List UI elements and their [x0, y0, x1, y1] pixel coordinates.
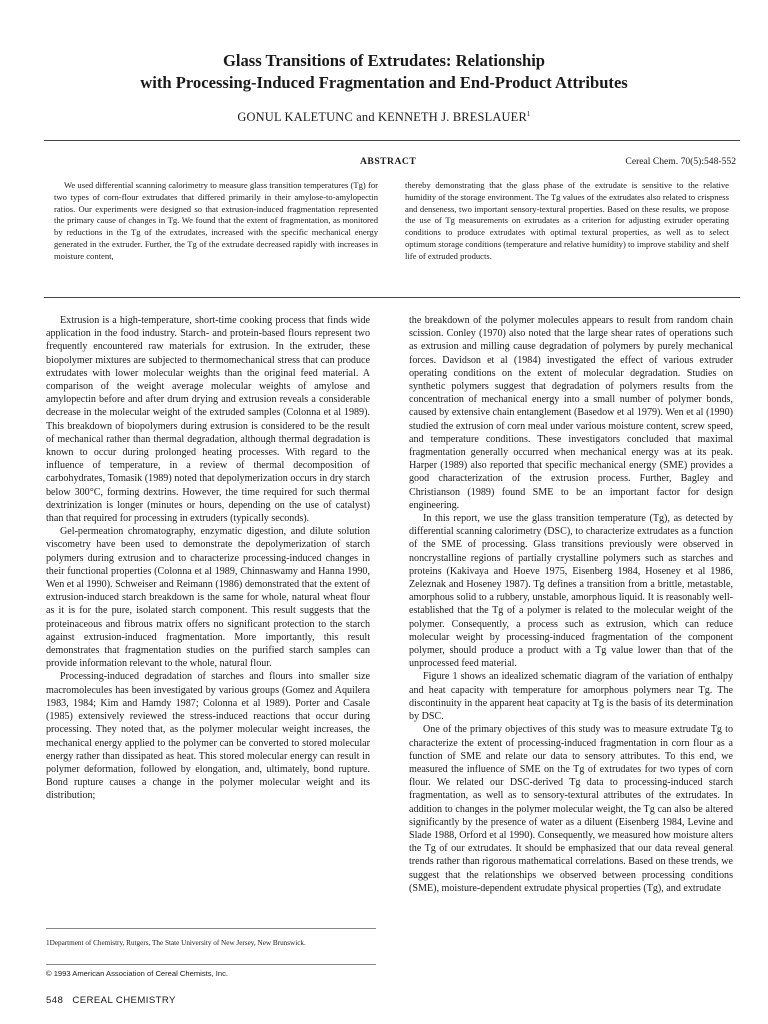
header-rule [44, 140, 740, 141]
abstract-right-column: thereby demonstrating that the glass phase of the extrudate is sensitive to the relative humidity of the storage environment. The Tg values of the extrudates also related to crispness and denseness, two important sensory-textural properties. Based on these results, we propose the use of Tg measurements on extrudates as a criterion for adjusting extruder operating conditions to produce extrudates with optimal textural properties, as well as to select optimum storage conditions (temperature and relative humidity) to improve stability and shelf life of extruded products. [405, 180, 729, 261]
title-line-2: with Processing-Induced Fragmentation and End-Product Attributes [140, 73, 628, 92]
paragraph: the breakdown of the polymer molecules appears to result from random chain scission. Conley (1970) also noted that the large shear rates of operations such as extrusion and milling cause degradation of polymers by purely mechanical forces. Davidson et al (1984) investigated the effect of various extruder operating conditions on the extent of molecular degradation. Studies on synthetic polymers suggest that degradation of polymers results from the concentration of mechanical energy into a small number of polymer bonds, caused by extensive chain entanglement (Basedow et al 1979). Wen et al (1990) studied the extrusion of corn meal under various moisture content, screw speed, and temperature conditions. These investigators concluded that maximal fragmentation generally occurred when mechanical energy was at its peak. Harper (1989) also reported that specific mechanical energy (SME) provides a good characterization of the extrusion process. Further, Bagley and Christianson (1989) found SME to be an important factor for design engineering. [409, 315, 733, 511]
paragraph: Extrusion is a high-temperature, short-time cooking process that finds wide application in the food industry. Starch- and protein-based flours represent two frequently encountered raw materials for extrusion. In the extruder, these biopolymer mixtures are subjected to thermomechanical stress that can produce extrudates with lower molecular weights than the original feed material. A comparison of the weight average molecular weights of amylose and amylopectin before and after drum drying and extrusion reveals a considerable decrease in the molecular weight of the extruded samples (Colonna et al 1989). This breakdown of biopolymers during extrusion is considered to be the result of mechanical rather than thermal degradation, although thermal degradation is known to occur during prolonged heating processes. With regard to the influence of temperature, in a review of thermal decomposition of carbohydrates, Tomasik (1989) noted that depolymerization occurs in dry starch below 300°C, forming dextrins. However, the time required for such thermal dextrinization is longer (minutes or hours, depending on the use of catalyst) than that required for processing in extruders (typically seconds). [46, 315, 370, 525]
abstract-heading: ABSTRACT [360, 156, 417, 167]
paragraph: Figure 1 shows an idealized schematic diagram of the variation of enthalpy and heat capacity with temperature for amorphous polymers near Tg. The discontinuity in the apparent heat capacity at Tg is the basis of its determination by DSC. [409, 671, 733, 723]
title-line-1: Glass Transitions of Extrudates: Relationship [222, 51, 546, 70]
paper-title [60, 50, 708, 94]
body-right-column [409, 314, 733, 895]
paragraph: One of the primary objectives of this study was to measure extrudate Tg to characterize the extent of processing-induced fragmentation in corn flour as a function of SME and relate our data to sensory attributes. To this end, we measured the influence of SME on the Tg of extrudates for two types of corn flour. We related our DSC-derived Tg data to processing-induced starch fragmentation, as well as to sensory-textural attributes of the extrudates. In addition to changes in the polymer molecular weight, the Tg can also be altered significantly by the presence of water as a diluent (Eisenberg 1984, Levine and Slade 1988, Orford et al 1990). Consequently, we measured how moisture alters the Tg of our extrudates. It should be emphasized that our data reveal general trends rather than rigorous mathematical correlations. Based on these trends, we suggest that the relationships we observed between processing conditions (SME), moisture-dependent extrudate physical properties (Tg), and extrudate [409, 724, 733, 894]
paragraph: Gel-permeation chromatography, enzymatic digestion, and dilute solution viscometry have been used to demonstrate the depolymerization of starch polymers during extrusion and to characterize processing-induced changes in their functional properties (Colonna et al 1989, Chinnaswamy and Hanna 1990, Wen et al 1990). Schweiser and Reimann (1986) demonstrated that the extent of extrusion-induced starch breakdown is the same for whole, natural wheat flour as it is for the pure, isolated starch component. This result suggests that the proteinaceous and fibrous matrix offers no significant protection to the starch against extrusion-induced fragmentation. More importantly, this result demonstrates that fragmentation studies on the purified starch samples can provide information relevant to the whole, natural flour. [46, 526, 370, 670]
footnote-rule [46, 928, 376, 929]
abstract-rule [44, 297, 740, 298]
paragraph: In this report, we use the glass transition temperature (Tg), as detected by differential scanning calorimetry (DSC), to characterize extrudates as a function of the SME of processing. Glass transitions previously were observed in noncrystalline regions of partially crystalline polymers such as starches and proteins (Kakivaya and Hoeve 1975, Eisenberg 1984, Hoseney et al 1986, Zeleznak and Hoseney 1987). Tg defines a transition from a brittle, metastable, amorphous solid to a rubbery, unstable, amorphous liquid. It is reasonably well-established that the Tg of a polymer is related to the molecular weight of the polymer. Consequently, a process such as extrusion, which can reduce molecular weight by processing-induced fragmentation of the component polymer, should produce a product with a Tg value lower than that of the unprocessed feed material. [409, 513, 733, 670]
body-left-column [46, 314, 370, 803]
abstract-left-column: We used differential scanning calorimetry to measure glass transition temperatures (Tg) for two types of corn-flour extrudates that differed primarily in their amylose-to-amylopectin ratios. Our experiments were designed so that extrusion-induced fragmentation represented the primary cause of changes in Tg. We found that the extent of fragmentation, as monitored by reductions in the Tg of the extrudates, increased with the specific mechanical energy generated in the extruder. Further, the Tg of the extrudate decreased rapidly with increases in moisture content, [54, 180, 378, 261]
copyright-notice: © 1993 American Association of Cereal Chemists, Inc. [46, 969, 229, 978]
author-line [60, 110, 708, 125]
paragraph: Processing-induced degradation of starches and flours into smaller size macromolecules has been investigated by various groups (Gomez and Aquilera 1983, 1984; Kim and Hamdy 1987; Colonna et al 1989). Porter and Casale (1985) extensively reviewed the stress-induced reactions that occur during processing. They noted that, as the polymer molecular weight increases, the mechanical energy applied to the polymer can be converted to stored molecular energy rather than dissipated as heat. This stored molecular energy can result in polymer deformation, followed by elongation, and, ultimately, bond rupture. Bond rupture causes a change in the polymer molecular weight and its distribution; [46, 671, 370, 802]
affiliation-footnote: 1Department of Chemistry, Rutgers, The State University of New Jersey, New Brunswick. [46, 939, 306, 947]
journal-citation: Cereal Chem. 70(5):548-552 [625, 156, 736, 167]
copyright-rule [46, 964, 376, 965]
author-footnote-mark: 1 [526, 110, 531, 118]
authors: GONUL KALETUNC and KENNETH J. BRESLAUER [237, 110, 527, 125]
page-footer: 548 CEREAL CHEMISTRY [46, 995, 176, 1006]
